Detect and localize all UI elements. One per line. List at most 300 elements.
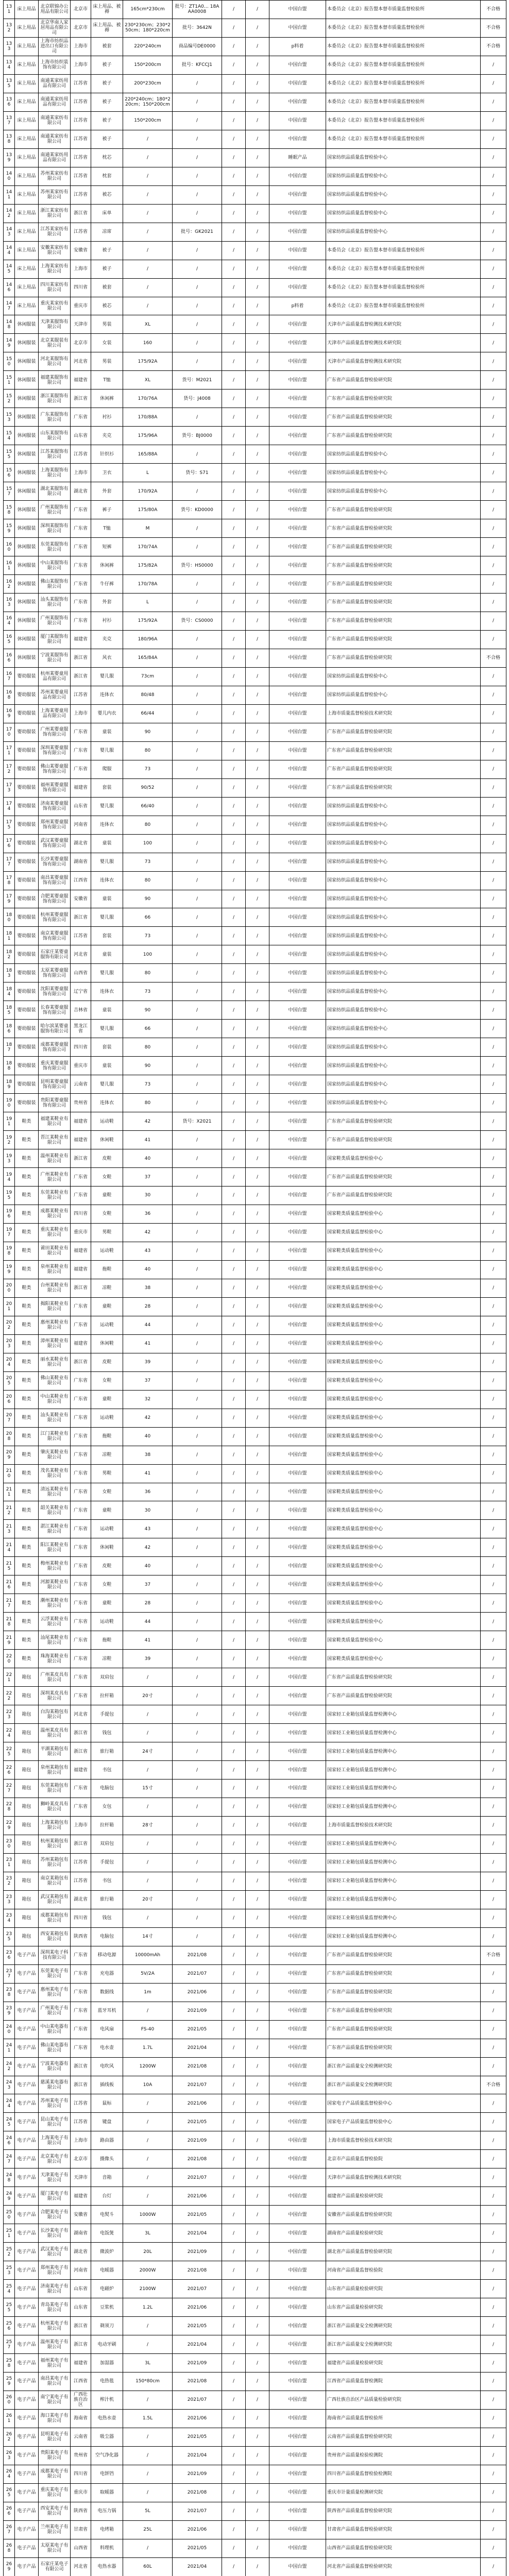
- table-row: [4, 389, 506, 408]
- cell-col-i: /: [246, 1168, 269, 1187]
- cell-test-category: 中国台盟: [269, 2076, 326, 2094]
- cell-region: 北京市: [71, 1, 91, 19]
- cell-batch-date: /: [173, 797, 222, 816]
- cell-test-agency: 广东省产品质量监督检验研究院: [326, 501, 481, 519]
- cell-region: 广东省: [71, 2002, 91, 2020]
- cell-test-category: 中国台盟: [269, 2020, 326, 2039]
- cell-test-agency: 山西省产品质量监督检验研究院: [326, 2539, 481, 2557]
- cell-test-agency: 国家纺织品质量监督检验中心: [326, 890, 481, 908]
- cell-test-category: 中国台盟: [269, 501, 326, 519]
- cell-result: /: [481, 741, 506, 760]
- table-row: [4, 1557, 506, 1575]
- cell-col-h: /: [222, 1687, 246, 1705]
- cell-col-h: /: [222, 1927, 246, 1946]
- table-row: [4, 1038, 506, 1057]
- cell-col-h: /: [222, 464, 246, 482]
- table-row: [4, 1687, 506, 1705]
- cell-spec-model: 150*200cm: [123, 111, 173, 130]
- cell-col-i: /: [246, 2131, 269, 2150]
- cell-batch-date: /: [173, 1279, 222, 1297]
- cell-batch-date: /: [173, 1334, 222, 1353]
- cell-test-agency: 贵州省产品质量检验检测院: [326, 2446, 481, 2465]
- table-row: [4, 278, 506, 297]
- cell-spec-model: /: [123, 1835, 173, 1853]
- cell-spec-model: 3L: [123, 2354, 173, 2372]
- cell-seq-no: 234: [4, 1909, 15, 1927]
- cell-test-category: 中国台盟: [269, 908, 326, 927]
- cell-result: /: [481, 260, 506, 278]
- cell-spec-model: 170/76A: [123, 389, 173, 408]
- cell-test-category: 中国台盟: [269, 2428, 326, 2446]
- cell-batch-date: /: [173, 760, 222, 778]
- cell-category: 婴幼服装: [15, 723, 39, 741]
- cell-company-name: 杭州某箱包有限公司: [39, 1835, 71, 1853]
- table-row: [4, 1872, 506, 1890]
- cell-company-name: 安徽某家纺有限公司: [39, 241, 71, 260]
- cell-test-agency: 国家纺织品质量监督检验中心: [326, 1038, 481, 1057]
- cell-company-name: 中山某鞋业有限公司: [39, 1390, 71, 1409]
- cell-batch-date: /: [173, 1594, 222, 1613]
- table-row: [4, 2206, 506, 2224]
- cell-seq-no: 147: [4, 297, 15, 315]
- cell-seq-no: 254: [4, 2280, 15, 2298]
- cell-spec-model: 44: [123, 1316, 173, 1334]
- cell-category: 箱包: [15, 1853, 39, 1872]
- cell-seq-no: 239: [4, 2002, 15, 2020]
- cell-region: 福建省: [71, 1260, 91, 1279]
- cell-spec-model: 165/84A: [123, 649, 173, 667]
- cell-product-name: 双肩包: [91, 1835, 123, 1853]
- cell-company-name: 云浮某鞋业有限公司: [39, 1613, 71, 1631]
- cell-product-name: 婴儿服: [91, 1020, 123, 1038]
- cell-col-i: /: [246, 797, 269, 816]
- cell-result: 不合格: [481, 649, 506, 667]
- cell-product-name: 童装: [91, 723, 123, 741]
- cell-spec-model: /: [123, 2131, 173, 2150]
- cell-category: 电子产品: [15, 2206, 39, 2224]
- cell-company-name: 昆明某婴童服饰有限公司: [39, 1075, 71, 1094]
- cell-seq-no: 199: [4, 1260, 15, 1279]
- cell-result: /: [481, 1446, 506, 1464]
- cell-region: 河南省: [71, 816, 91, 834]
- cell-company-name: 佛山某电器有限公司: [39, 2039, 71, 2057]
- cell-region: 广东省: [71, 1983, 91, 2002]
- cell-batch-date: 货号：J4008: [173, 389, 222, 408]
- cell-region: 广东省: [71, 1187, 91, 1205]
- cell-spec-model: 42: [123, 1409, 173, 1427]
- cell-test-category: 中国台盟: [269, 130, 326, 148]
- cell-col-h: /: [222, 1446, 246, 1464]
- cell-col-h: /: [222, 1316, 246, 1334]
- cell-category: 电子产品: [15, 2039, 39, 2057]
- cell-col-h: /: [222, 2039, 246, 2057]
- cell-batch-date: /: [173, 1020, 222, 1038]
- cell-region: 浙江省: [71, 649, 91, 667]
- cell-product-name: 豆浆机: [91, 2298, 123, 2317]
- cell-category: 休闲服装: [15, 427, 39, 445]
- cell-seq-no: 173: [4, 778, 15, 797]
- cell-seq-no: 151: [4, 371, 15, 389]
- cell-spec-model: 39: [123, 1353, 173, 1371]
- table-row: [4, 630, 506, 649]
- cell-result: /: [481, 945, 506, 964]
- cell-col-h: /: [222, 1594, 246, 1613]
- cell-test-agency: 广东省产品质量监督检验研究院: [326, 575, 481, 594]
- cell-batch-date: /: [173, 890, 222, 908]
- cell-test-category: 中国台盟: [269, 945, 326, 964]
- cell-category: 婴幼服装: [15, 778, 39, 797]
- cell-seq-no: 238: [4, 1983, 15, 2002]
- cell-company-name: 北京某电子有限公司: [39, 2150, 71, 2168]
- cell-seq-no: 229: [4, 1816, 15, 1835]
- cell-spec-model: /: [123, 2391, 173, 2409]
- cell-company-name: 南京某婴童服饰有限公司: [39, 927, 71, 945]
- cell-region: 安徽省: [71, 890, 91, 908]
- cell-col-h: /: [222, 1, 246, 19]
- cell-product-name: 凉鞋: [91, 1279, 123, 1297]
- cell-col-h: /: [222, 927, 246, 945]
- cell-test-category: 中国台盟: [269, 816, 326, 834]
- cell-region: 河南省: [71, 2261, 91, 2280]
- cell-category: 电子产品: [15, 2002, 39, 2020]
- cell-test-category: 中国台盟: [269, 1613, 326, 1631]
- cell-company-name: 重庆某电子有限公司: [39, 2483, 71, 2502]
- cell-spec-model: 80: [123, 871, 173, 890]
- table-row: [4, 778, 506, 797]
- cell-batch-date: 货号：BJ0000: [173, 427, 222, 445]
- cell-spec-model: /: [123, 2168, 173, 2187]
- cell-col-h: /: [222, 890, 246, 908]
- cell-test-agency: 本委员会（北京）报告盟本督市质量监督检验所: [326, 297, 481, 315]
- cell-test-category: 中国台盟: [269, 427, 326, 445]
- cell-test-agency: 国家纺织品质量监督检验中心: [326, 445, 481, 464]
- cell-product-name: 连体衣: [91, 1094, 123, 1112]
- cell-product-name: 鼠标: [91, 2094, 123, 2113]
- table-row: [4, 1409, 506, 1427]
- cell-test-agency: 广东省产品质量监督检验研究院: [326, 1131, 481, 1149]
- cell-seq-no: 241: [4, 2039, 15, 2057]
- cell-batch-date: 2021/09: [173, 2131, 222, 2150]
- cell-batch-date: 2021/08: [173, 2372, 222, 2391]
- cell-result: /: [481, 408, 506, 427]
- cell-col-h: /: [222, 1575, 246, 1594]
- cell-spec-model: 42: [123, 1223, 173, 1242]
- table-row: [4, 1316, 506, 1334]
- cell-test-agency: 国家鞋类质量监督检验中心: [326, 1650, 481, 1668]
- cell-col-i: /: [246, 1520, 269, 1538]
- cell-test-agency: 广东省产品质量监督检验研究院: [326, 760, 481, 778]
- cell-test-agency: 广东省产品质量监督检验研究院: [326, 1983, 481, 2002]
- cell-test-category: 中国台盟: [269, 1631, 326, 1650]
- cell-product-name: 运动鞋: [91, 1520, 123, 1538]
- table-row: [4, 2446, 506, 2465]
- cell-product-name: 童装: [91, 945, 123, 964]
- cell-company-name: 温州某鞋业有限公司: [39, 1149, 71, 1168]
- cell-test-category: 中国台盟: [269, 2243, 326, 2261]
- cell-test-category: 中国台盟: [269, 853, 326, 871]
- cell-batch-date: 2021/05: [173, 2020, 222, 2039]
- cell-category: 床上用品: [15, 56, 39, 74]
- cell-test-category: 中国台盟: [269, 445, 326, 464]
- cell-test-agency: 国家鞋类质量监督检验中心: [326, 1613, 481, 1631]
- cell-product-name: 双肩包: [91, 1668, 123, 1687]
- cell-col-h: /: [222, 575, 246, 594]
- cell-seq-no: 161: [4, 556, 15, 575]
- cell-seq-no: 196: [4, 1205, 15, 1223]
- cell-batch-date: 2021/04: [173, 2224, 222, 2243]
- cell-batch-date: 2021/09: [173, 2243, 222, 2261]
- cell-batch-date: 2021/08: [173, 2057, 222, 2076]
- cell-seq-no: 155: [4, 445, 15, 464]
- cell-col-h: /: [222, 2409, 246, 2428]
- cell-seq-no: 246: [4, 2131, 15, 2150]
- cell-col-h: /: [222, 389, 246, 408]
- cell-col-i: /: [246, 2428, 269, 2446]
- cell-company-name: 汕尾某鞋业有限公司: [39, 1631, 71, 1650]
- cell-batch-date: /: [173, 1668, 222, 1687]
- cell-seq-no: 261: [4, 2409, 15, 2428]
- cell-batch-date: /: [173, 1001, 222, 1020]
- cell-region: 广东省: [71, 1520, 91, 1538]
- cell-product-name: 电动牙刷: [91, 2335, 123, 2354]
- cell-col-i: /: [246, 130, 269, 148]
- cell-company-name: 东莞某鞋业有限公司: [39, 1187, 71, 1205]
- cell-product-name: 套装: [91, 1038, 123, 1057]
- cell-test-category: 中国台盟: [269, 1297, 326, 1316]
- cell-category: 床上用品: [15, 297, 39, 315]
- cell-region: 天津市: [71, 315, 91, 334]
- cell-test-category: 中国台盟: [269, 56, 326, 74]
- cell-category: 鞋类: [15, 1131, 39, 1149]
- cell-category: 箱包: [15, 1705, 39, 1724]
- cell-category: 电子产品: [15, 2261, 39, 2280]
- cell-product-name: 被子: [91, 111, 123, 130]
- cell-col-i: /: [246, 2446, 269, 2465]
- cell-region: 山东省: [71, 797, 91, 816]
- cell-company-name: 苏州某家纺有限公司: [39, 185, 71, 204]
- cell-batch-date: 货号：M2021: [173, 371, 222, 389]
- cell-result: /: [481, 1909, 506, 1927]
- cell-test-agency: 国家鞋类质量监督检验中心: [326, 1409, 481, 1427]
- table-row: [4, 2354, 506, 2372]
- cell-company-name: 江苏某家纺有限公司: [39, 223, 71, 241]
- table-row: [4, 1538, 506, 1557]
- cell-region: 广东省: [71, 2039, 91, 2057]
- cell-category: 休闲服装: [15, 575, 39, 594]
- cell-product-name: 电脑包: [91, 1780, 123, 1798]
- cell-test-category: 中国台盟: [269, 2057, 326, 2076]
- cell-region: 广东省: [71, 1631, 91, 1650]
- cell-spec-model: 24寸: [123, 1742, 173, 1761]
- cell-category: 婴幼服装: [15, 1020, 39, 1038]
- cell-batch-date: /: [173, 649, 222, 667]
- cell-col-h: /: [222, 1242, 246, 1260]
- cell-spec-model: 36: [123, 1483, 173, 1501]
- cell-seq-no: 251: [4, 2224, 15, 2243]
- cell-col-h: /: [222, 2465, 246, 2483]
- cell-test-category: 中国台盟: [269, 2520, 326, 2539]
- cell-col-h: /: [222, 1038, 246, 1057]
- cell-result: /: [481, 130, 506, 148]
- cell-test-category: 中国台盟: [269, 1483, 326, 1501]
- cell-spec-model: XL: [123, 371, 173, 389]
- cell-test-category: 中国台盟: [269, 1761, 326, 1780]
- cell-col-i: /: [246, 594, 269, 612]
- cell-seq-no: 168: [4, 686, 15, 704]
- table-row: [4, 2094, 506, 2113]
- cell-product-name: 童鞋: [91, 1187, 123, 1205]
- cell-spec-model: 2000W: [123, 2261, 173, 2280]
- cell-test-agency: 国家鞋类质量监督检验中心: [326, 1464, 481, 1483]
- cell-batch-date: 货号：X2021: [173, 1112, 222, 1131]
- cell-result: /: [481, 2502, 506, 2520]
- cell-spec-model: 36: [123, 1205, 173, 1223]
- cell-result: /: [481, 630, 506, 649]
- cell-seq-no: 171: [4, 741, 15, 760]
- cell-batch-date: /: [173, 723, 222, 741]
- cell-category: 休闲服装: [15, 538, 39, 556]
- cell-seq-no: 243: [4, 2076, 15, 2094]
- cell-product-name: 女装: [91, 334, 123, 352]
- cell-test-category: 中国台盟: [269, 1112, 326, 1131]
- cell-spec-model: 42: [123, 1538, 173, 1557]
- cell-test-agency: 国家纺织品质量监督检验中心: [326, 816, 481, 834]
- cell-seq-no: 139: [4, 148, 15, 167]
- cell-col-h: /: [222, 204, 246, 223]
- cell-spec-model: 170/92A: [123, 482, 173, 501]
- cell-result: /: [481, 1501, 506, 1520]
- cell-product-name: 旅行箱: [91, 1742, 123, 1761]
- cell-col-i: /: [246, 334, 269, 352]
- cell-result: /: [481, 1038, 506, 1057]
- cell-company-name: 苏州某婴童用品有限公司: [39, 686, 71, 704]
- cell-test-agency: 天津市产品质量监督检测技术研究院: [326, 352, 481, 371]
- cell-test-agency: 本委员会（北京）报告盟本督市质量监督检验所: [326, 1, 481, 19]
- cell-batch-date: 2021/07: [173, 2168, 222, 2187]
- cell-result: /: [481, 2206, 506, 2224]
- cell-col-h: /: [222, 2224, 246, 2243]
- cell-test-category: 中国台盟: [269, 1020, 326, 1038]
- cell-region: 浙江省: [71, 667, 91, 686]
- cell-category: 婴幼服装: [15, 1075, 39, 1094]
- cell-result: /: [481, 927, 506, 945]
- cell-category: 电子产品: [15, 2520, 39, 2539]
- cell-test-category: 中国台盟: [269, 93, 326, 111]
- cell-seq-no: 143: [4, 223, 15, 241]
- cell-region: 江苏省: [71, 74, 91, 93]
- cell-region: 广东省: [71, 1483, 91, 1501]
- cell-col-i: /: [246, 93, 269, 111]
- cell-company-name: 南通某家纺用品有限公司: [39, 74, 71, 93]
- cell-seq-no: 166: [4, 649, 15, 667]
- cell-region: 浙江省: [71, 1724, 91, 1742]
- cell-test-agency: 国家鞋类质量监督检验中心: [326, 1316, 481, 1334]
- table-row: [4, 1334, 506, 1353]
- cell-col-i: /: [246, 927, 269, 945]
- cell-region: 江苏省: [71, 686, 91, 704]
- cell-col-h: /: [222, 2372, 246, 2391]
- cell-batch-date: /: [173, 1131, 222, 1149]
- cell-product-name: 电饭煲: [91, 2224, 123, 2243]
- cell-col-h: /: [222, 1724, 246, 1742]
- cell-company-name: 兰州某电子有限公司: [39, 2520, 71, 2539]
- cell-company-name: 宁波某电器有限公司: [39, 2057, 71, 2076]
- cell-spec-model: 73: [123, 760, 173, 778]
- cell-region: 江苏省: [71, 2094, 91, 2113]
- table-row: [4, 130, 506, 148]
- cell-spec-model: 1200W: [123, 2057, 173, 2076]
- cell-product-name: 充电器: [91, 1964, 123, 1983]
- cell-col-h: /: [222, 1187, 246, 1205]
- cell-company-name: 苏州某箱包有限公司: [39, 1853, 71, 1872]
- cell-col-i: /: [246, 816, 269, 834]
- cell-category: 床上用品: [15, 223, 39, 241]
- cell-batch-date: /: [173, 982, 222, 1001]
- cell-seq-no: 253: [4, 2261, 15, 2280]
- cell-category: 箱包: [15, 1798, 39, 1816]
- cell-col-h: /: [222, 908, 246, 927]
- cell-result: /: [481, 1334, 506, 1353]
- cell-spec-model: 60L: [123, 2557, 173, 2576]
- cell-result: /: [481, 111, 506, 130]
- cell-test-agency: 国家纺织品质量监督检验中心: [326, 686, 481, 704]
- table-row: [4, 538, 506, 556]
- cell-test-category: 中国台盟: [269, 2391, 326, 2409]
- cell-region: 广东省: [71, 1501, 91, 1520]
- cell-region: 广东省: [71, 1557, 91, 1575]
- table-row: [4, 111, 506, 130]
- cell-test-category: 中国台盟: [269, 464, 326, 482]
- cell-product-name: 数据线: [91, 1983, 123, 2002]
- cell-test-category: 中国台盟: [269, 927, 326, 945]
- cell-category: 休闲服装: [15, 371, 39, 389]
- cell-spec-model: 230*230cm；230*250cm；180*220cm: [123, 19, 173, 37]
- cell-col-i: /: [246, 1705, 269, 1724]
- cell-test-agency: 国家纺织品质量监督检验中心: [326, 1094, 481, 1112]
- table-row: [4, 1187, 506, 1205]
- table-row: [4, 445, 506, 464]
- cell-seq-no: 235: [4, 1927, 15, 1946]
- cell-test-category: 中国台盟: [269, 2206, 326, 2224]
- table-row: [4, 1668, 506, 1687]
- cell-category: 鞋类: [15, 1371, 39, 1390]
- cell-test-agency: 本委员会（北京）报告盟本督市质量监督检验所: [326, 111, 481, 130]
- cell-test-category: 中国台盟: [269, 1742, 326, 1761]
- cell-col-h: /: [222, 1946, 246, 1964]
- cell-spec-model: 90: [123, 1001, 173, 1020]
- cell-product-name: 连体衣: [91, 982, 123, 1001]
- cell-region: 浙江省: [71, 1835, 91, 1853]
- cell-result: /: [481, 1835, 506, 1853]
- cell-test-category: 中国台盟: [269, 1242, 326, 1260]
- cell-test-category: 中国台盟: [269, 1705, 326, 1724]
- cell-col-i: /: [246, 260, 269, 278]
- cell-region: 广东省: [71, 1946, 91, 1964]
- cell-test-category: 中国台盟: [269, 1427, 326, 1446]
- cell-col-h: /: [222, 1668, 246, 1687]
- cell-region: 辽宁省: [71, 982, 91, 1001]
- cell-seq-no: 183: [4, 964, 15, 982]
- cell-region: 山东省: [71, 2298, 91, 2317]
- cell-col-h: /: [222, 2168, 246, 2187]
- table-row: [4, 649, 506, 667]
- cell-company-name: 珠海某鞋业有限公司: [39, 1650, 71, 1668]
- cell-product-name: 爬服: [91, 760, 123, 778]
- cell-col-h: /: [222, 2502, 246, 2520]
- cell-category: 鞋类: [15, 1168, 39, 1187]
- cell-test-category: 中国台盟: [269, 2187, 326, 2206]
- cell-col-i: /: [246, 1001, 269, 1020]
